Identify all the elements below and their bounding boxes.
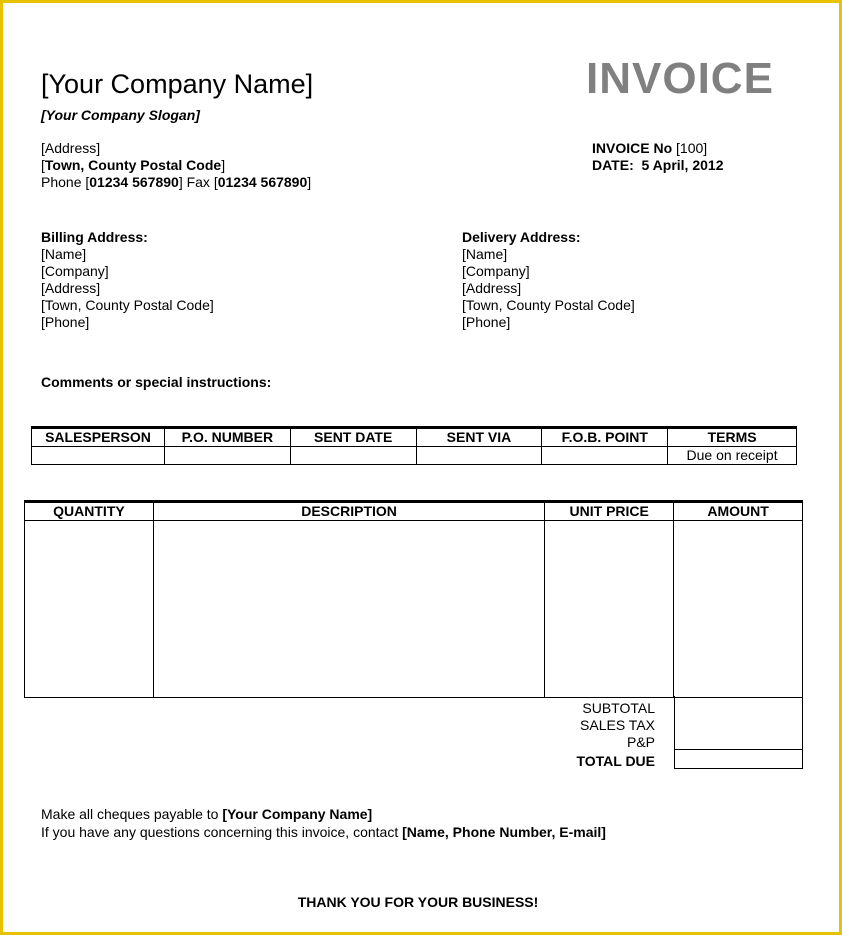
sales-tax-label: SALES TAX [580,717,655,733]
company-town [41,157,311,174]
fax-label: Fax [182,174,214,190]
delivery-address [462,229,635,331]
line-items-table [24,500,803,698]
contact-details: [Name, Phone Number, E-mail] [402,824,606,840]
payable-name: [Your Company Name] [222,806,373,822]
order-info-header-row [32,428,797,447]
fob-point-header: F.O.B. POINT [542,428,668,447]
bracket: [ [41,157,45,173]
billing-street: [Address] [41,280,101,296]
invoice-date [592,157,724,174]
quantity-header: QUANTITY [25,502,154,521]
payable-text: Make all cheques payable to [41,806,223,822]
quantity-cell[interactable] [25,521,154,698]
terms-header: TERMS [668,428,797,447]
terms-cell[interactable]: Due on receipt [668,447,797,465]
description-cell[interactable] [153,521,544,698]
subtotal-label: SUBTOTAL [582,700,655,716]
billing-town: [Town, County Postal Code] [41,297,214,313]
company-address-block [41,140,311,191]
amount-header: AMOUNT [674,502,803,521]
order-info-value-row [32,447,797,465]
sent-date-header: SENT DATE [290,428,416,447]
invoice-number [592,140,724,157]
total-due-box[interactable] [674,749,803,769]
po-number-header: P.O. NUMBER [164,428,290,447]
unit-price-header: UNIT PRICE [545,502,674,521]
contact-line [41,824,606,841]
company-slogan: [Your Company Slogan] [41,107,200,123]
invoice-title: INVOICE [586,54,774,103]
fob-point-cell[interactable] [542,447,668,465]
description-header: DESCRIPTION [153,502,544,521]
salesperson-cell[interactable] [32,447,165,465]
comments-label: Comments or special instructions: [41,374,272,390]
pp-label: P&P [626,734,655,750]
delivery-name: [Name] [462,246,508,262]
amount-cell[interactable] [674,521,803,698]
delivery-phone: [Phone] [462,314,511,330]
fax-value: 01234 567890 [217,174,308,190]
company-address: [Address] [41,140,101,156]
invoice-meta [592,140,724,174]
invoice-number-value: [100] [676,140,708,156]
totals-box[interactable] [674,696,803,750]
billing-company: [Company] [41,263,109,279]
unit-price-cell[interactable] [545,521,674,698]
contact-text: If you have any questions concerning this invoice, contact [41,824,403,840]
invoice-number-label: INVOICE No [592,140,677,156]
bracket: ] [221,157,226,173]
total-due-label: TOTAL DUE [576,753,655,769]
delivery-street: [Address] [462,280,522,296]
company-name: [Your Company Name] [41,69,314,99]
phone-label: Phone [41,174,86,190]
company-town-value: Town, County Postal Code [44,157,222,173]
po-number-cell[interactable] [164,447,290,465]
sent-via-cell[interactable] [416,447,542,465]
salesperson-header: SALESPERSON [32,428,165,447]
delivery-town: [Town, County Postal Code] [462,297,635,313]
company-phone-fax: Phone [01234 567890] Fax [01234 567890] [41,174,312,190]
billing-phone: [Phone] [41,314,90,330]
delivery-company: [Company] [462,263,530,279]
order-info-table [31,426,797,465]
invoice-date-value: 5 April, 2012 [641,157,724,173]
line-items-body-row [25,521,803,698]
billing-address [41,229,214,331]
billing-heading: Billing Address: [41,229,148,245]
phone-value: 01234 567890 [89,174,179,190]
delivery-heading: Delivery Address: [462,229,581,245]
sent-via-header: SENT VIA [416,428,542,447]
line-items-header-row [25,502,803,521]
thank-you-message: THANK YOU FOR YOUR BUSINESS! [297,894,539,910]
invoice-date-label: DATE: [592,157,634,173]
billing-name: [Name] [41,246,87,262]
payable-line [41,806,372,823]
sent-date-cell[interactable] [290,447,416,465]
